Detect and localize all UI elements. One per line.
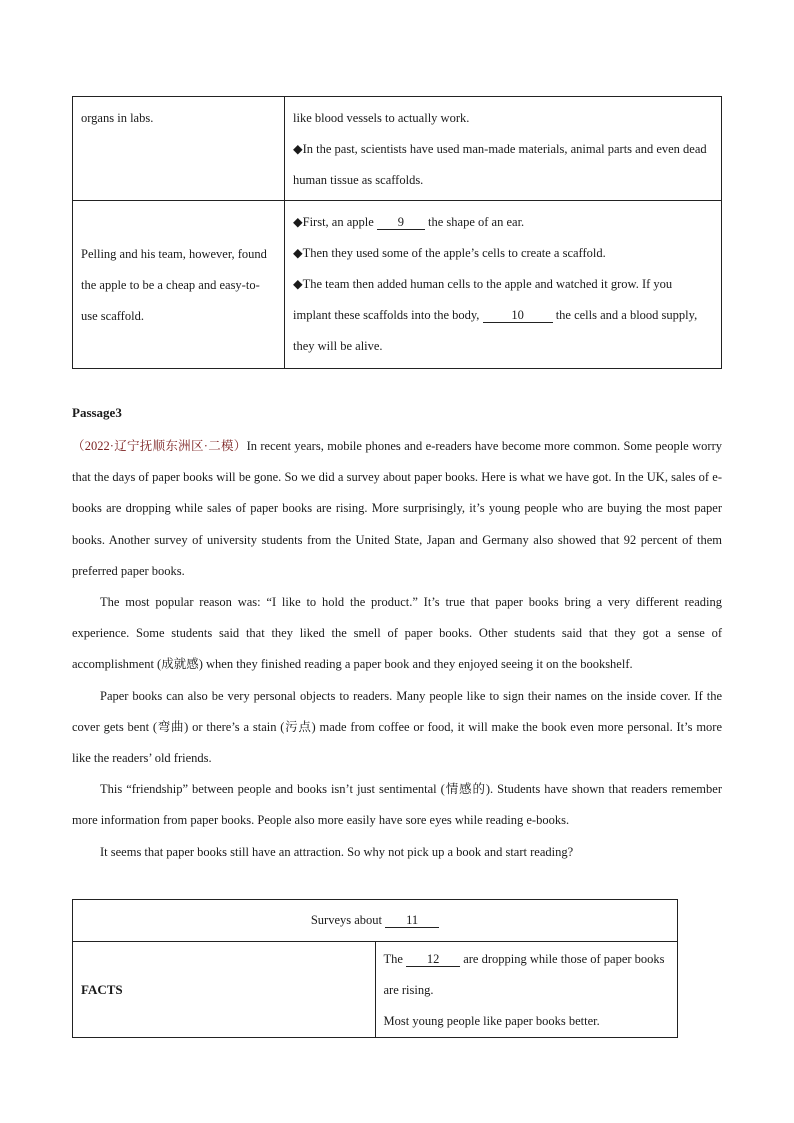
info-table-top	[72, 96, 722, 369]
table-row	[73, 942, 678, 1038]
table-row	[73, 201, 722, 369]
row-label: FACTS	[73, 942, 376, 1038]
passage-body	[72, 431, 722, 868]
cell-line: ◆In the past, scientists have used man-made materials, animal parts and even dead human tissue as scaffolds.	[293, 142, 707, 187]
table-cell-right	[285, 201, 722, 369]
paragraph-3: Paper books can also be very personal objects to readers. Many people like to sign their names on the inside cover. If the cover gets bent (弯曲) or there’s a stain (污点) made from coffee or food, it will make the book even more personal. It’s more like the readers’ old friends.	[72, 688, 722, 766]
cell-line: like blood vessels to actually work.	[293, 111, 470, 125]
bullet-line-3: ◆The team then added human cells to the apple and watched it grow. If you implant these scaffolds into the body, 10 the cells and a blood supply, they will be alive.	[293, 277, 698, 353]
row-content	[375, 942, 678, 1038]
paragraph-1: （2022·辽宁抚顺东洲区·二模）In recent years, mobile phones and e-readers have become more common. Some people worry that the days of paper books will be gone. So we did a survey about paper books. Here is what we have got. In the UK, sales of e-books are dropping while sales of paper books are rising. More surprisingly, it’s young people who are buying the most paper books. Another survey of university students from the United State, Japan and Germany also showed that 92 percent of them preferred paper books.	[72, 439, 722, 578]
blank-9: 9	[377, 215, 425, 230]
bullet-line-2: ◆Then they used some of the apple’s cells to create a scaffold.	[293, 246, 606, 260]
cell-text: Pelling and his team, however, found the apple to be a cheap and easy-to-use scaffold.	[81, 247, 267, 323]
passage-title: Passage3	[72, 405, 122, 420]
fact-line-2: Most young people like paper books better.	[383, 1014, 600, 1028]
survey-table	[72, 899, 678, 1038]
paragraph-2: The most popular reason was: “I like to hold the product.” It’s true that paper books bring a very different reading experience. Some students said that they liked the smell of paper books. Other students said that they got a sense of accomplishment (成就感) when they finished reading a paper book and they enjoyed seeing it on the bookshelf.	[72, 595, 722, 672]
fact-line-1: The 12 are dropping while those of paper books are rising.	[383, 952, 665, 997]
table-header-cell: Surveys about 11	[73, 900, 678, 942]
paragraph-4: This “friendship” between people and books isn’t just sentimental (情感的). Students have shown that readers remember more information from paper books. People also more easily have sore eyes while reading e-books.	[72, 782, 722, 828]
cell-text: organs in labs.	[81, 111, 154, 125]
table-cell-left	[73, 97, 285, 201]
table-row	[73, 97, 722, 201]
paragraph-5: It seems that paper books still have an attraction. So why not pick up a book and start reading?	[100, 844, 574, 859]
table-cell-right	[285, 97, 722, 201]
table-cell-left	[73, 201, 285, 369]
blank-12: 12	[406, 952, 460, 967]
blank-10: 10	[483, 308, 553, 323]
blank-11: 11	[385, 913, 439, 928]
source-citation: （2022·辽宁抚顺东洲区·二模）	[72, 439, 247, 453]
table-header-row	[73, 900, 678, 942]
bullet-line-1: ◆First, an apple 9 the shape of an ear.	[293, 215, 525, 229]
